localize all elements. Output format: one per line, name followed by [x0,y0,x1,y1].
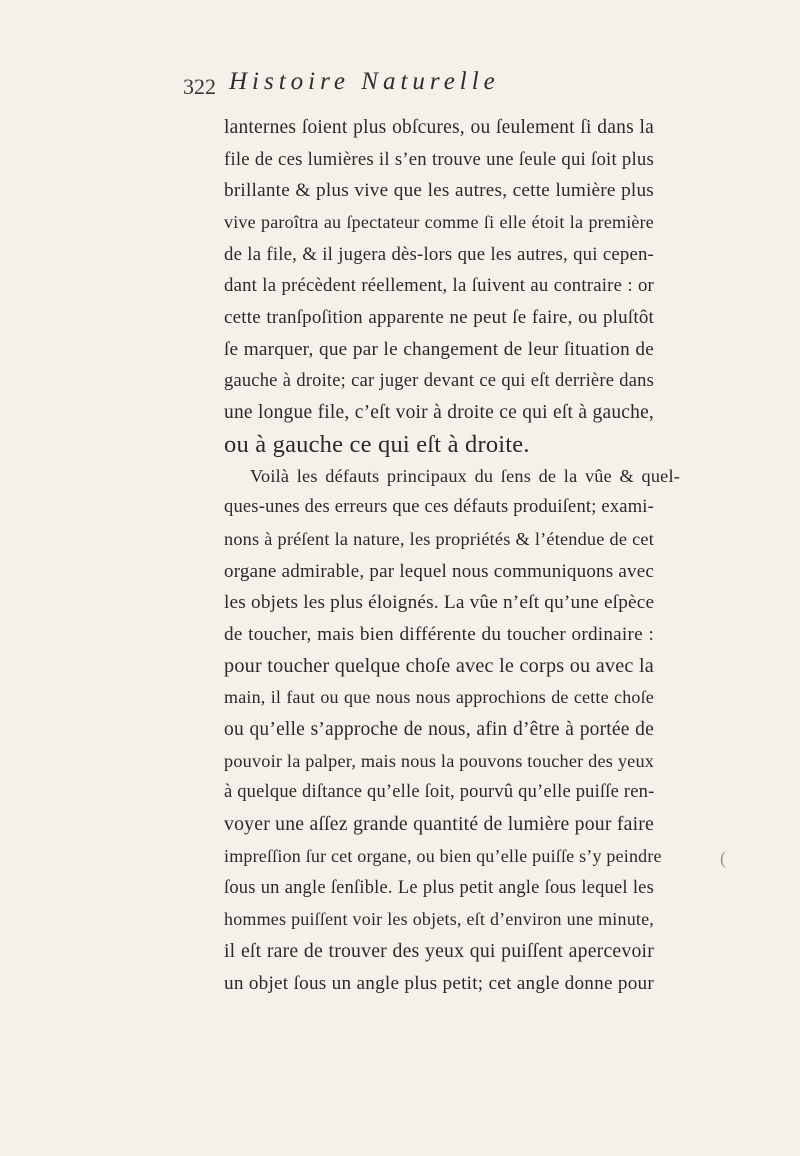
text-line: voyer une aſſez grande quantité de lumière pour faire [224,813,654,836]
text-line: dant la précèdent réellement, la ſuivent au contraire : or [224,275,654,297]
page-header [183,68,653,108]
text-line: file de ces lumières il s’en trouve une ſeule qui ſoit plus [224,148,654,170]
text-line: Voilà les défauts principaux du ſens de la vûe & quel- [250,465,680,486]
text-line: pouvoir la palper, mais nous la pouvons toucher des yeux [224,750,655,771]
text-line: un objet ſous un angle plus petit; cet angle donne pour [224,972,654,994]
text-line: de la file, & il jugera dès-lors que les autres, qui cepen- [224,243,654,265]
text-line: impreſſion ſur cet organe, ou bien qu’elle puiſſe s’y peindre [224,845,662,866]
running-title: Histoire Naturelle [229,68,500,95]
body-text [224,112,680,999]
text-line: brillante & plus vive que les autres, cette lumière plus [224,180,654,202]
text-line: ou à gauche ce qui eſt à droite. [224,430,530,458]
text-line: gauche à droite; car juger devant ce qui eſt derrière dans [224,370,654,391]
page-number: 322 [183,74,216,99]
text-line: de toucher, mais bien différente du toucher ordinaire : [224,624,654,645]
text-line: ſous un angle ſenſible. Le plus petit angle ſous lequel les [224,877,654,898]
text-line: hommes puiſſent voir les objets, eſt d’environ une minute, [224,909,654,930]
text-line: main, il faut ou que nous nous approchions de cette choſe [224,687,654,708]
text-line: ques-unes des erreurs que ces défauts produiſent; exami- [224,497,654,518]
text-line: pour toucher quelque choſe avec le corps ou avec la [224,654,654,677]
text-line: lanternes ſoient plus obſcures, ou ſeulement ſi dans la [224,117,654,138]
text-line: une longue file, c’eſt voir à droite ce qui eſt à gauche, [224,402,654,424]
margin-mark: ( [720,848,726,868]
text-line: organe admirable, par lequel nous communiquons avec [224,560,654,582]
text-line: ou qu’elle s’approche de nous, afin d’être à portée de [224,719,654,741]
text-line: cette tranſpoſition apparente ne peut ſe faire, ou pluſtôt [224,307,654,329]
text-line: nons à préſent la nature, les propriétés & l’étendue de cet [224,528,654,549]
text-line: à quelque diſtance qu’elle ſoit, pourvû qu’elle puiſſe ren- [224,782,655,803]
text-line: ſe marquer, que par le changement de leur ſituation de [224,338,654,360]
text-line: les objets les plus éloignés. La vûe n’eſt qu’une eſpèce [224,592,655,614]
text-line: vive paroîtra au ſpectateur comme ſi elle étoit la première [224,212,654,233]
text-line: il eſt rare de trouver des yeux qui puiſſent apercevoir [224,939,654,962]
